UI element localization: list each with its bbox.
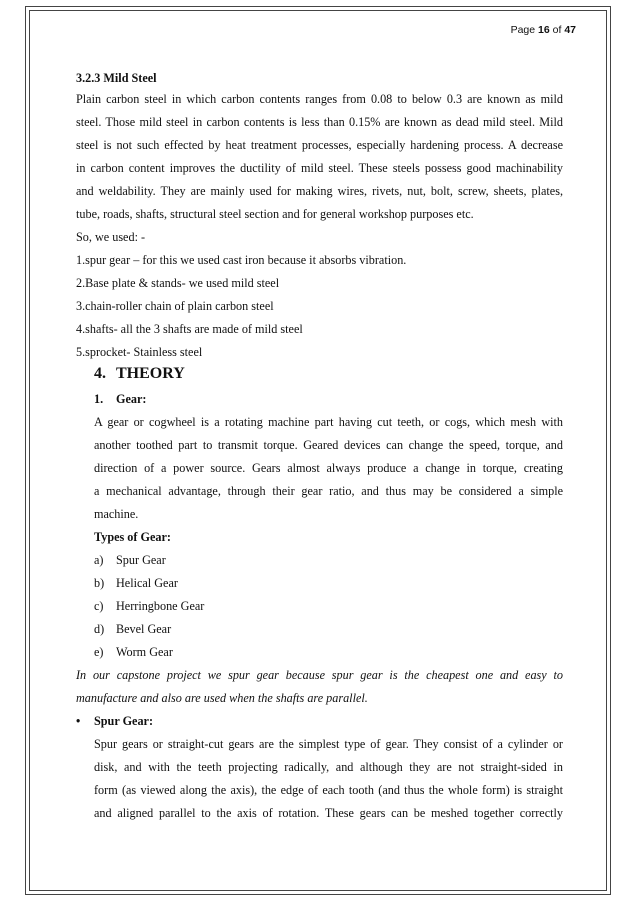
paragraph-line: another toothed part to transmit torque. Geared devices can change the speed, torque, and	[94, 438, 563, 452]
gear-type-item: e) Worm Gear	[94, 645, 173, 659]
bullet-icon: •	[76, 714, 81, 728]
used-item: 4.shafts- all the 3 shafts are made of mild steel	[76, 322, 303, 336]
paragraph-line: machine.	[94, 507, 139, 521]
gear-type-item: d) Bevel Gear	[94, 622, 172, 636]
paragraph-line: in carbon content improves the ductility of mild steel. These steels possess good machinability	[76, 161, 563, 175]
capstone-note-line: In our capstone project we spur gear because spur gear is the cheapest one and easy to	[76, 668, 563, 682]
used-item: 3.chain-roller chain of plain carbon steel	[76, 299, 274, 313]
section-heading-mild-steel: 3.2.3 Mild Steel	[76, 71, 157, 85]
paragraph-line: and aligned parallel to the axis of rotation. These gears can be meshed together correctly	[94, 806, 563, 820]
used-item: 2.Base plate & stands- we used mild steel	[76, 276, 280, 290]
used-item: 5.sprocket- Stainless steel	[76, 345, 203, 359]
used-item: 1.spur gear – for this we used cast iron because it absorbs vibration.	[76, 253, 407, 267]
subheading-gear: 1. Gear:	[94, 392, 147, 406]
paragraph-line: form (as viewed along the axis), the edge of each tooth (and thus the whole form) is straight	[94, 783, 563, 797]
capstone-note-line: manufacture and also are used when the shafts are parallel.	[76, 691, 368, 705]
paragraph-line: tube, roads, shafts, structural steel section and for general workshop purposes etc.	[76, 207, 474, 221]
paragraph-line: direction of a power source. Gears almost always produce a change in torque, creating	[94, 461, 563, 475]
paragraph-line: A gear or cogwheel is a rotating machine part having cut teeth, or cogs, which mesh with	[94, 415, 563, 429]
used-intro: So, we used: -	[76, 230, 146, 244]
paragraph-line: steel is not such effected by heat treatment processes, especially hardening process. A decrease	[76, 138, 563, 152]
subheading-types-of-gear: Types of Gear:	[94, 530, 171, 544]
gear-type-item: a) Spur Gear	[94, 553, 166, 567]
gear-type-item: b) Helical Gear	[94, 576, 178, 590]
paragraph-line: and weldability. They are mainly used for making wires, rivets, nut, bolt, screw, sheets, plates,	[76, 184, 563, 198]
paragraph-line: Plain carbon steel in which carbon contents ranges from 0.08 to below 0.3 are known as mild	[76, 92, 563, 106]
paragraph-line: steel. Those mild steel in carbon contents is less than 0.15% are known as dead mild steel. Mild	[76, 115, 563, 129]
section-heading-theory: 4. THEORY	[94, 365, 185, 382]
subheading-spur-gear: • Spur Gear:	[76, 714, 154, 728]
paragraph-line: a mechanical advantage, through their gear ratio, and thus may be considered a simple	[94, 484, 563, 498]
page-number-header: Page 16 of 47	[510, 24, 576, 36]
gear-type-item: c) Herringbone Gear	[94, 599, 205, 613]
paragraph-line: disk, and with the teeth projecting radically, and although they are not straight-sided in	[94, 760, 563, 774]
paragraph-line: Spur gears or straight-cut gears are the simplest type of gear. They consist of a cylinder or	[94, 737, 563, 751]
